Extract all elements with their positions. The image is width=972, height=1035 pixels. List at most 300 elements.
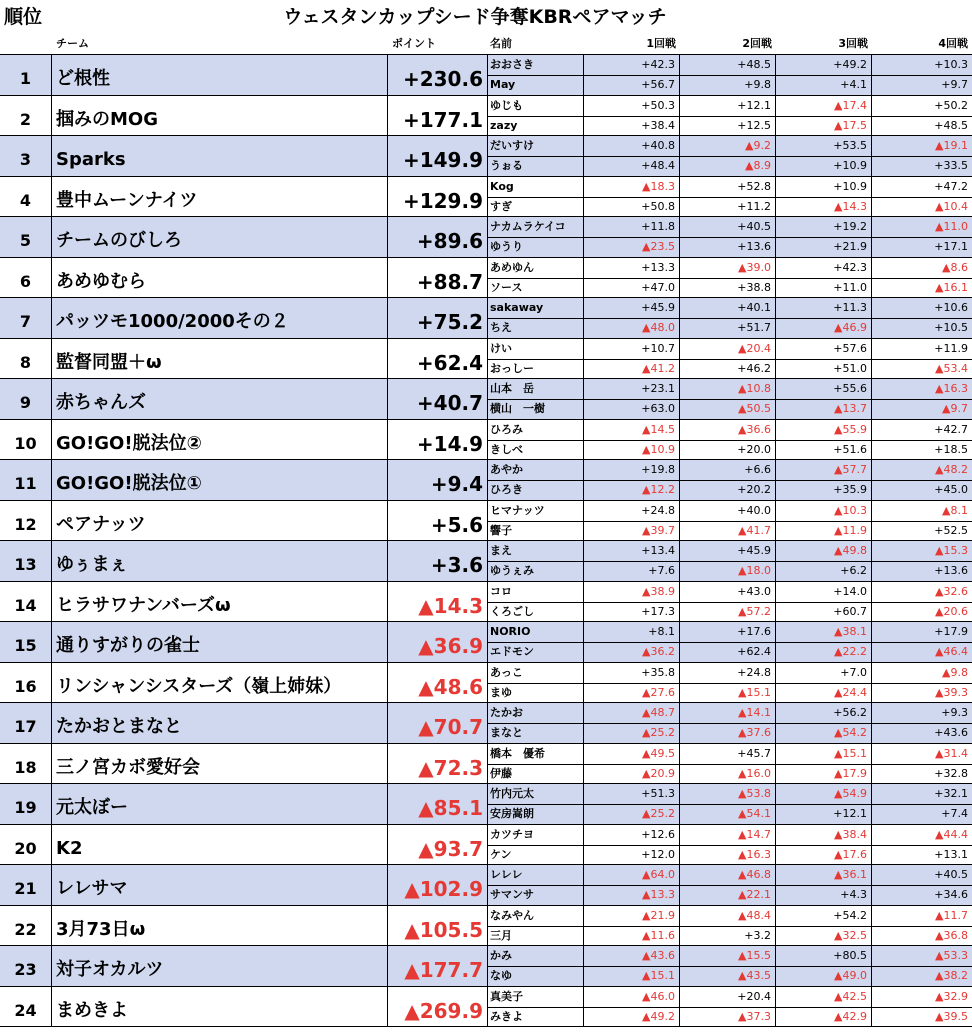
player-name: ゆうり	[488, 237, 584, 257]
round-4-score: +17.9	[934, 625, 968, 638]
player-name: けい	[488, 339, 584, 359]
player-name: ケン	[488, 845, 584, 865]
round-1-score: ▲49.2	[584, 1007, 680, 1027]
round-1-score: +12.0	[584, 845, 680, 865]
round-4-score: ▲32.6	[935, 584, 968, 598]
team-points: +88.7	[388, 258, 488, 298]
points-column-header: ポイント	[392, 37, 436, 50]
rank-cell: 9	[0, 379, 52, 419]
player-row	[488, 987, 972, 1008]
round-4-score: ▲32.9	[935, 989, 968, 1003]
round-3-score: +51.6	[776, 440, 872, 460]
round-2-score: ▲50.5	[680, 399, 776, 419]
player-row	[488, 359, 972, 379]
round-3-score: +19.2	[776, 217, 872, 237]
round-3-score: ▲55.9	[776, 420, 872, 440]
player-name: だいすけ	[488, 136, 584, 156]
round-1-score: ▲14.5	[584, 420, 680, 440]
player-row	[488, 55, 972, 76]
round-3-score: +6.2	[776, 561, 872, 581]
team-name: リンシャンシスターズ（嶺上姉妹）	[52, 663, 388, 703]
round-2-score: ▲36.6	[680, 420, 776, 440]
rank-cell: 23	[0, 946, 52, 986]
round-2-score: ▲16.0	[680, 764, 776, 784]
round-1-score: ▲13.3	[584, 885, 680, 905]
round-3-score: ▲57.7	[776, 460, 872, 480]
player-row	[488, 96, 972, 117]
table-row	[0, 825, 972, 866]
player-row	[488, 480, 972, 500]
round-4-score: +33.5	[934, 159, 968, 172]
round-2-score: ▲37.6	[680, 723, 776, 743]
round-3-score: ▲49.8	[776, 541, 872, 561]
team-points: +5.6	[388, 501, 488, 541]
player-name: うぉる	[488, 156, 584, 176]
table-row	[0, 582, 972, 623]
player-row	[488, 602, 972, 622]
team-points: +177.1	[388, 96, 488, 136]
player-name: エドモン	[488, 642, 584, 662]
player-row	[488, 703, 972, 724]
round-2-score: ▲15.1	[680, 683, 776, 703]
round-3-score: ▲17.9	[776, 764, 872, 784]
player-row	[488, 258, 972, 279]
player-row	[488, 744, 972, 765]
player-name: 横山 一樹	[488, 399, 584, 419]
table-row	[0, 784, 972, 825]
round-1-score: ▲23.5	[584, 237, 680, 257]
round-4-score: ▲39.5	[935, 1009, 968, 1023]
team-name: まめきよ	[52, 987, 388, 1027]
round-4-score: +9.7	[941, 78, 968, 91]
round-1-score: +40.8	[584, 136, 680, 156]
team-points: +75.2	[388, 298, 488, 338]
round-3-score: +80.5	[776, 946, 872, 966]
round-1-score: +47.0	[584, 278, 680, 298]
round-4-score: +52.5	[934, 523, 968, 537]
round-1-score: ▲10.9	[584, 440, 680, 460]
player-name: 伊藤	[488, 764, 584, 784]
player-name: ナカムラケイコ	[488, 217, 584, 237]
team-points: +40.7	[388, 379, 488, 419]
round-4-score: +47.2	[934, 179, 968, 193]
team-name: チームのびしろ	[52, 217, 388, 257]
round-3-score: ▲54.2	[776, 723, 872, 743]
round-3-score: ▲10.3	[776, 501, 872, 521]
table-row	[0, 460, 972, 501]
round-4-score: ▲48.2	[935, 463, 968, 476]
player-row	[488, 804, 972, 824]
round-1-score: ▲64.0	[584, 865, 680, 885]
table-row	[0, 217, 972, 258]
player-row	[488, 177, 972, 198]
team-points: +89.6	[388, 217, 488, 257]
player-row	[488, 339, 972, 360]
round-2-score: +13.6	[680, 237, 776, 257]
rank-cell: 24	[0, 987, 52, 1027]
player-row	[488, 237, 972, 257]
round-2-score: +20.4	[680, 987, 776, 1007]
round-4-score: ▲11.0	[935, 220, 968, 233]
round-4-score: +17.1	[934, 240, 968, 253]
round-2-score: +20.0	[680, 440, 776, 460]
team-name: 監督同盟＋ω	[52, 339, 388, 379]
round-4-score: +10.6	[934, 301, 968, 314]
round-4-score: ▲53.3	[935, 949, 968, 962]
round-3-score: ▲17.4	[776, 96, 872, 116]
player-row	[488, 197, 972, 217]
round-2-score: ▲8.9	[680, 156, 776, 176]
player-name: 山本 岳	[488, 379, 584, 399]
round-3-score: +42.3	[776, 258, 872, 278]
round-3-score: ▲42.9	[776, 1007, 872, 1027]
round-1-score: +42.3	[584, 55, 680, 75]
round-2-score: ▲16.3	[680, 845, 776, 865]
round-1-score: ▲46.0	[584, 987, 680, 1007]
rank-cell: 14	[0, 582, 52, 622]
round-1-score: ▲20.9	[584, 764, 680, 784]
team-points: ▲102.9	[388, 865, 488, 905]
round-1-score: ▲25.2	[584, 723, 680, 743]
round-2-score: +45.7	[680, 744, 776, 764]
round-1-score: ▲18.3	[584, 177, 680, 197]
round-2-score: +12.5	[680, 116, 776, 136]
player-name: sakaway	[488, 298, 584, 318]
round-4-score: ▲9.8	[942, 665, 968, 679]
rank-cell: 6	[0, 258, 52, 298]
round-3-score: +4.3	[776, 885, 872, 905]
table-row	[0, 258, 972, 299]
team-name: 対子オカルツ	[52, 946, 388, 986]
player-row	[488, 420, 972, 441]
round-2-score: ▲14.1	[680, 703, 776, 723]
rank-cell: 17	[0, 703, 52, 743]
round-4-score: ▲46.4	[935, 645, 968, 658]
round-2-score: ▲43.5	[680, 966, 776, 986]
rank-cell: 18	[0, 744, 52, 784]
round-4-score: +32.8	[934, 766, 968, 780]
table-row	[0, 622, 972, 663]
round-2-header: 2回戦	[742, 37, 772, 50]
table-row	[0, 136, 972, 177]
table-row	[0, 55, 972, 96]
table-row	[0, 987, 972, 1028]
round-1-score: ▲36.2	[584, 642, 680, 662]
rank-cell: 19	[0, 784, 52, 824]
name-column-header: 名前	[490, 37, 512, 50]
round-2-score: ▲22.1	[680, 885, 776, 905]
player-name: May	[488, 75, 584, 95]
round-1-score: +7.6	[584, 561, 680, 581]
round-1-score: ▲41.2	[584, 359, 680, 379]
round-3-score: +11.0	[776, 278, 872, 298]
round-1-score: +50.3	[584, 96, 680, 116]
team-points: +62.4	[388, 339, 488, 379]
round-4-score: ▲36.8	[935, 928, 968, 942]
table-row	[0, 744, 972, 785]
round-3-score: ▲11.9	[776, 521, 872, 541]
round-1-score: +45.9	[584, 298, 680, 318]
round-2-score: +17.6	[680, 622, 776, 642]
table-row	[0, 946, 972, 987]
rank-cell: 7	[0, 298, 52, 338]
round-4-score: +10.3	[934, 58, 968, 71]
player-row	[488, 926, 972, 946]
team-name: 赤ちゃんズ	[52, 379, 388, 419]
round-4-score: +13.1	[934, 847, 968, 861]
round-2-score: +9.8	[680, 75, 776, 95]
table-row	[0, 177, 972, 218]
team-name: K2	[52, 825, 388, 865]
round-4-score: ▲39.3	[935, 685, 968, 699]
team-points: +149.9	[388, 136, 488, 176]
round-1-score: +24.8	[584, 501, 680, 521]
round-1-score: +63.0	[584, 399, 680, 419]
player-name: レレレ	[488, 865, 584, 885]
rank-cell: 11	[0, 460, 52, 500]
player-name: まなと	[488, 723, 584, 743]
player-name: NORIO	[488, 622, 584, 642]
rank-header: 順位	[4, 6, 43, 28]
team-name: GO!GO!脱法位②	[52, 420, 388, 460]
round-3-score: ▲17.6	[776, 845, 872, 865]
round-2-score: +40.0	[680, 501, 776, 521]
round-2-score: +51.7	[680, 318, 776, 338]
team-name: あめゆむら	[52, 258, 388, 298]
team-name: パッツモ1000/2000その２	[52, 298, 388, 338]
team-points: ▲93.7	[388, 825, 488, 865]
table-row	[0, 339, 972, 380]
team-name: Sparks	[52, 136, 388, 176]
player-name: 竹内元太	[488, 784, 584, 804]
round-4-score: ▲16.1	[935, 280, 968, 294]
round-2-score: +6.6	[680, 460, 776, 480]
player-name: たかお	[488, 703, 584, 723]
team-name: 通りすがりの雀士	[52, 622, 388, 662]
player-name: ひろみ	[488, 420, 584, 440]
team-points: ▲36.9	[388, 622, 488, 662]
round-3-score: ▲14.3	[776, 197, 872, 217]
round-3-score: +55.6	[776, 379, 872, 399]
round-1-score: ▲15.1	[584, 966, 680, 986]
player-name: なみやん	[488, 906, 584, 926]
round-3-score: ▲42.5	[776, 987, 872, 1007]
round-2-score: ▲48.4	[680, 906, 776, 926]
rank-cell: 16	[0, 663, 52, 703]
round-1-score: ▲21.9	[584, 906, 680, 926]
player-name: あめゆん	[488, 258, 584, 278]
player-row	[488, 75, 972, 95]
round-1-score: +35.8	[584, 663, 680, 683]
rank-cell: 1	[0, 55, 52, 95]
player-row	[488, 217, 972, 238]
team-name: 掴みのMOG	[52, 96, 388, 136]
player-name: サマンサ	[488, 885, 584, 905]
round-4-score: ▲9.7	[942, 402, 968, 415]
team-points: ▲105.5	[388, 906, 488, 946]
team-points: ▲269.9	[388, 987, 488, 1027]
team-column-header: チーム	[56, 37, 89, 50]
round-1-score: +10.7	[584, 339, 680, 359]
player-row	[488, 298, 972, 319]
round-3-score: +10.9	[776, 156, 872, 176]
team-name: レレサマ	[52, 865, 388, 905]
player-name: コロ	[488, 582, 584, 602]
table-row	[0, 298, 972, 339]
round-2-score: +40.1	[680, 298, 776, 318]
team-points: ▲70.7	[388, 703, 488, 743]
team-name: ゆぅまぇ	[52, 541, 388, 581]
player-row	[488, 683, 972, 703]
rank-cell: 8	[0, 339, 52, 379]
round-4-score: ▲20.6	[935, 604, 968, 618]
player-row	[488, 278, 972, 298]
rank-cell: 21	[0, 865, 52, 905]
round-3-score: +10.9	[776, 177, 872, 197]
team-name: 三ノ宮カボ愛好会	[52, 744, 388, 784]
round-4-score: +18.5	[934, 442, 968, 456]
rank-cell: 20	[0, 825, 52, 865]
round-4-score: +7.4	[941, 807, 968, 820]
round-2-score: ▲54.1	[680, 804, 776, 824]
round-3-score: ▲13.7	[776, 399, 872, 419]
team-points: ▲85.1	[388, 784, 488, 824]
round-3-score: +21.9	[776, 237, 872, 257]
table-row	[0, 703, 972, 744]
rank-cell: 12	[0, 501, 52, 541]
team-points: +14.9	[388, 420, 488, 460]
round-3-score: ▲49.0	[776, 966, 872, 986]
team-name: ヒラサワナンバーズω	[52, 582, 388, 622]
table-row	[0, 663, 972, 704]
team-name: 豊中ムーンナイツ	[52, 177, 388, 217]
round-2-score: +43.0	[680, 582, 776, 602]
round-2-score: +38.8	[680, 278, 776, 298]
round-2-score: ▲57.2	[680, 602, 776, 622]
round-4-score: +32.1	[934, 787, 968, 800]
team-name: ペアナッツ	[52, 501, 388, 541]
table-row	[0, 865, 972, 906]
round-1-score: +12.6	[584, 825, 680, 845]
round-1-score: +50.8	[584, 197, 680, 217]
player-name: ゆうぇみ	[488, 561, 584, 581]
round-1-score: ▲48.0	[584, 318, 680, 338]
round-3-score: ▲24.4	[776, 683, 872, 703]
player-name: まえ	[488, 541, 584, 561]
round-1-score: +8.1	[584, 622, 680, 642]
round-1-score: +13.3	[584, 258, 680, 278]
player-row	[488, 642, 972, 662]
round-4-score: +11.9	[934, 341, 968, 355]
round-4-score: ▲8.6	[942, 260, 968, 274]
round-1-score: ▲48.7	[584, 703, 680, 723]
round-2-score: ▲41.7	[680, 521, 776, 541]
player-name: 真美子	[488, 987, 584, 1007]
round-3-score: +56.2	[776, 703, 872, 723]
round-4-score: +34.6	[934, 888, 968, 901]
team-name: ど根性	[52, 55, 388, 95]
rank-cell: 5	[0, 217, 52, 257]
round-3-score: ▲46.9	[776, 318, 872, 338]
player-row	[488, 136, 972, 157]
player-row	[488, 723, 972, 743]
round-1-header: 1回戦	[646, 37, 676, 50]
round-3-score: +51.0	[776, 359, 872, 379]
table-row	[0, 906, 972, 947]
player-row	[488, 885, 972, 905]
player-name: 響子	[488, 521, 584, 541]
round-3-score: +4.1	[776, 75, 872, 95]
player-row	[488, 663, 972, 684]
player-row	[488, 460, 972, 481]
round-2-score: +48.5	[680, 55, 776, 75]
round-2-score: ▲18.0	[680, 561, 776, 581]
round-2-score: ▲20.4	[680, 339, 776, 359]
round-4-score: ▲53.4	[935, 361, 968, 375]
round-1-score: ▲27.6	[584, 683, 680, 703]
player-row	[488, 865, 972, 886]
round-2-score: ▲37.3	[680, 1007, 776, 1027]
team-points: +129.9	[388, 177, 488, 217]
player-row	[488, 318, 972, 338]
round-4-score: +50.2	[934, 98, 968, 112]
round-4-score: ▲38.2	[935, 969, 968, 982]
round-1-score: +56.7	[584, 75, 680, 95]
round-2-score: +12.1	[680, 96, 776, 116]
player-row	[488, 116, 972, 136]
round-4-header: 4回戦	[938, 37, 968, 50]
round-1-score: +17.3	[584, 602, 680, 622]
player-row	[488, 845, 972, 865]
player-name: まゆ	[488, 683, 584, 703]
rank-cell: 2	[0, 96, 52, 136]
rank-cell: 13	[0, 541, 52, 581]
team-points: ▲72.3	[388, 744, 488, 784]
round-3-score: ▲38.4	[776, 825, 872, 845]
round-2-score: ▲14.7	[680, 825, 776, 845]
round-3-score: +53.5	[776, 136, 872, 156]
player-name: なゆ	[488, 966, 584, 986]
player-row	[488, 399, 972, 419]
table-row	[0, 96, 972, 137]
round-3-score: ▲38.1	[776, 622, 872, 642]
round-1-score: ▲25.2	[584, 804, 680, 824]
round-3-score: +54.2	[776, 906, 872, 926]
round-3-score: +60.7	[776, 602, 872, 622]
player-row	[488, 764, 972, 784]
player-name: くろごし	[488, 602, 584, 622]
player-name: カツチヨ	[488, 825, 584, 845]
round-3-score: ▲54.9	[776, 784, 872, 804]
round-3-score: +11.3	[776, 298, 872, 318]
round-3-score: ▲22.2	[776, 642, 872, 662]
team-points: +3.6	[388, 541, 488, 581]
team-name: 3月73日ω	[52, 906, 388, 946]
round-1-score: +51.3	[584, 784, 680, 804]
round-4-score: +10.5	[934, 321, 968, 334]
round-3-score: ▲36.1	[776, 865, 872, 885]
player-name: ゆじも	[488, 96, 584, 116]
team-name: GO!GO!脱法位①	[52, 460, 388, 500]
round-2-score: +11.2	[680, 197, 776, 217]
table-row	[0, 501, 972, 542]
table-row	[0, 420, 972, 461]
player-name: あやか	[488, 460, 584, 480]
round-4-score: ▲15.3	[935, 544, 968, 557]
round-3-score: +57.6	[776, 339, 872, 359]
team-points: ▲177.7	[388, 946, 488, 986]
round-2-score: ▲39.0	[680, 258, 776, 278]
